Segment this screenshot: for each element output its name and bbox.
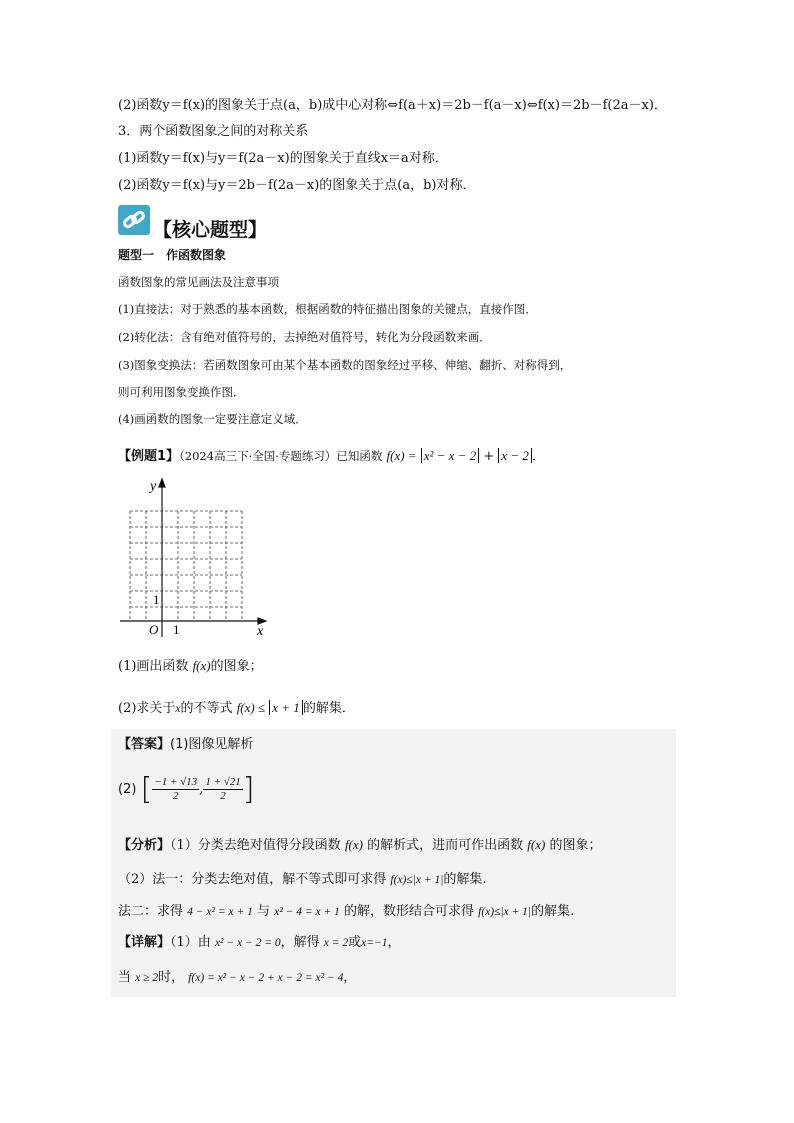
detail-text: （1）由 [170,935,211,950]
variable: x [175,703,181,715]
fraction [203,776,242,803]
question-text: 的图象； [210,659,263,674]
bracket-right: ] [242,771,255,807]
inequality-expr: f(x) ≤ [236,700,266,715]
question-2 [118,699,355,718]
question-text: (2)求关于 [118,701,176,716]
numerator: −1 + √13 [154,776,198,788]
function-expr: f(x) [192,658,211,673]
abs-term: x − 2 [498,448,532,463]
example-label: 【例题1】 [118,449,180,464]
text-line: (2)函数y＝f(x)与y＝2b－f(2a－x)的图象关于点(a，b)对称． [118,178,476,193]
text-line: (2)函数y＝f(x)的图象关于点(a，b)成中心对称⇔f(a＋x)＝2b－f(a－x)⇔f(x)＝2b－f(2a－x)． [118,98,667,113]
analysis-text: 的解集. [531,904,575,919]
equation: x=−1 [361,937,388,949]
question-text: 的不等式 [180,701,233,716]
example-line [118,447,545,466]
question-1 [118,657,263,676]
equation: x = 2 [323,937,349,949]
analysis-text: 的解，数形结合可求得 [343,904,474,919]
detail-text: ，解得 [280,935,320,950]
detail-text: ， [387,935,401,950]
analysis-text: 的解集. [443,872,487,887]
equation: f(x) = x² − x − 2 + x − 2 = x² − 4 [188,972,344,984]
question-text: 的解集． [302,701,355,716]
numerator: 1 + √21 [205,776,241,788]
analysis-text: 的解析式，进而可作出函数 [367,838,524,853]
function-expr: f(x) [527,837,546,852]
text-line: (1)函数y＝f(x)与y＝f(2a－x)的图象关于直线x＝a对称． [118,151,448,166]
denominator: 2 [220,790,226,802]
detail-line-2 [118,969,356,987]
detail-label: 【详解】 [118,935,171,950]
question-text: (1)画出函数 [118,659,189,674]
detail-line-1 [118,934,401,952]
x-axis-label: x [257,624,264,639]
denominator: 2 [172,790,179,802]
method-item: (4)画函数的图象一定要注意定义域． [118,412,307,426]
method-item: (1)直接法：对于熟悉的基本函数，根据函数的特征描出图象的关键点，直接作图． [118,302,537,316]
method-item: (2)转化法：含有绝对值符号的，去掉绝对值符号，转化为分段函数来画． [118,330,491,344]
analysis-line-2 [118,871,487,889]
detail-text: 或 [348,935,362,950]
y-axis-arrow [159,479,165,487]
detail-text: ， [343,970,357,985]
period: ． [531,449,545,464]
bracket-left: [ [140,771,153,807]
abs-term: x + 1 [269,700,303,715]
function-expr: f(x) [344,837,363,852]
analysis-text: （1）分类去绝对值得分段函数 [170,838,341,853]
answer-text: (1)图像见解析 [170,737,254,752]
analysis-line-1 [118,836,601,855]
inequality-expr: f(x)≤|x + 1| [478,906,532,918]
answer-text: (2) [118,782,137,797]
answer-label: 【答案】 [118,737,171,752]
origin-label: O [149,622,159,637]
comma: , [199,782,204,797]
analysis-line-3 [118,903,574,921]
link-icon [118,205,150,235]
fraction [152,776,199,803]
analysis-text: 的图象； [549,838,602,853]
detail-text: 时， [158,970,185,985]
type-heading: 题型一 作函数图象 [118,248,227,262]
function-name: f(x) = [386,448,417,463]
y-axis-label: y [150,479,157,494]
equation: x² − 4 = x + 1 [274,906,340,918]
text-line: 3．两个函数图象之间的对称关系 [118,124,309,139]
inequality-expr: x ≥ 2 [135,972,159,984]
equation: x² − x − 2 = 0 [214,937,281,949]
y-tick-label: 1 [153,592,160,607]
x-tick-label: 1 [173,622,180,637]
coordinate-grid [118,475,278,640]
equation: 4 − x² = x + 1 [187,906,253,918]
method-item: 则可利用图象变换作图． [118,385,245,399]
analysis-text: 与 [256,904,270,919]
abs-term: x² − x − 2 [421,448,479,463]
section-title: 【核心题型】 [153,219,268,241]
answer-line [118,736,253,754]
analysis-text: （2）法一：分类去绝对值，解不等式即可求得 [118,872,387,887]
plus-sign: + [483,449,495,464]
sub-heading: 函数图象的常见画法及注意事项 [118,275,279,289]
analysis-text: 法二：求得 [118,904,184,919]
detail-text: 当 [118,970,132,985]
analysis-label: 【分析】 [118,838,171,853]
inequality-expr: f(x)≤|x + 1| [390,874,444,886]
answer-interval [118,770,255,810]
example-source: （2024高三下·全国·专题练习）已知函数 [179,449,383,463]
method-item: (3)图象变换法：若函数图象可由某个基本函数的图象经过平移、伸缩、翻折、对称得到， [118,358,572,372]
